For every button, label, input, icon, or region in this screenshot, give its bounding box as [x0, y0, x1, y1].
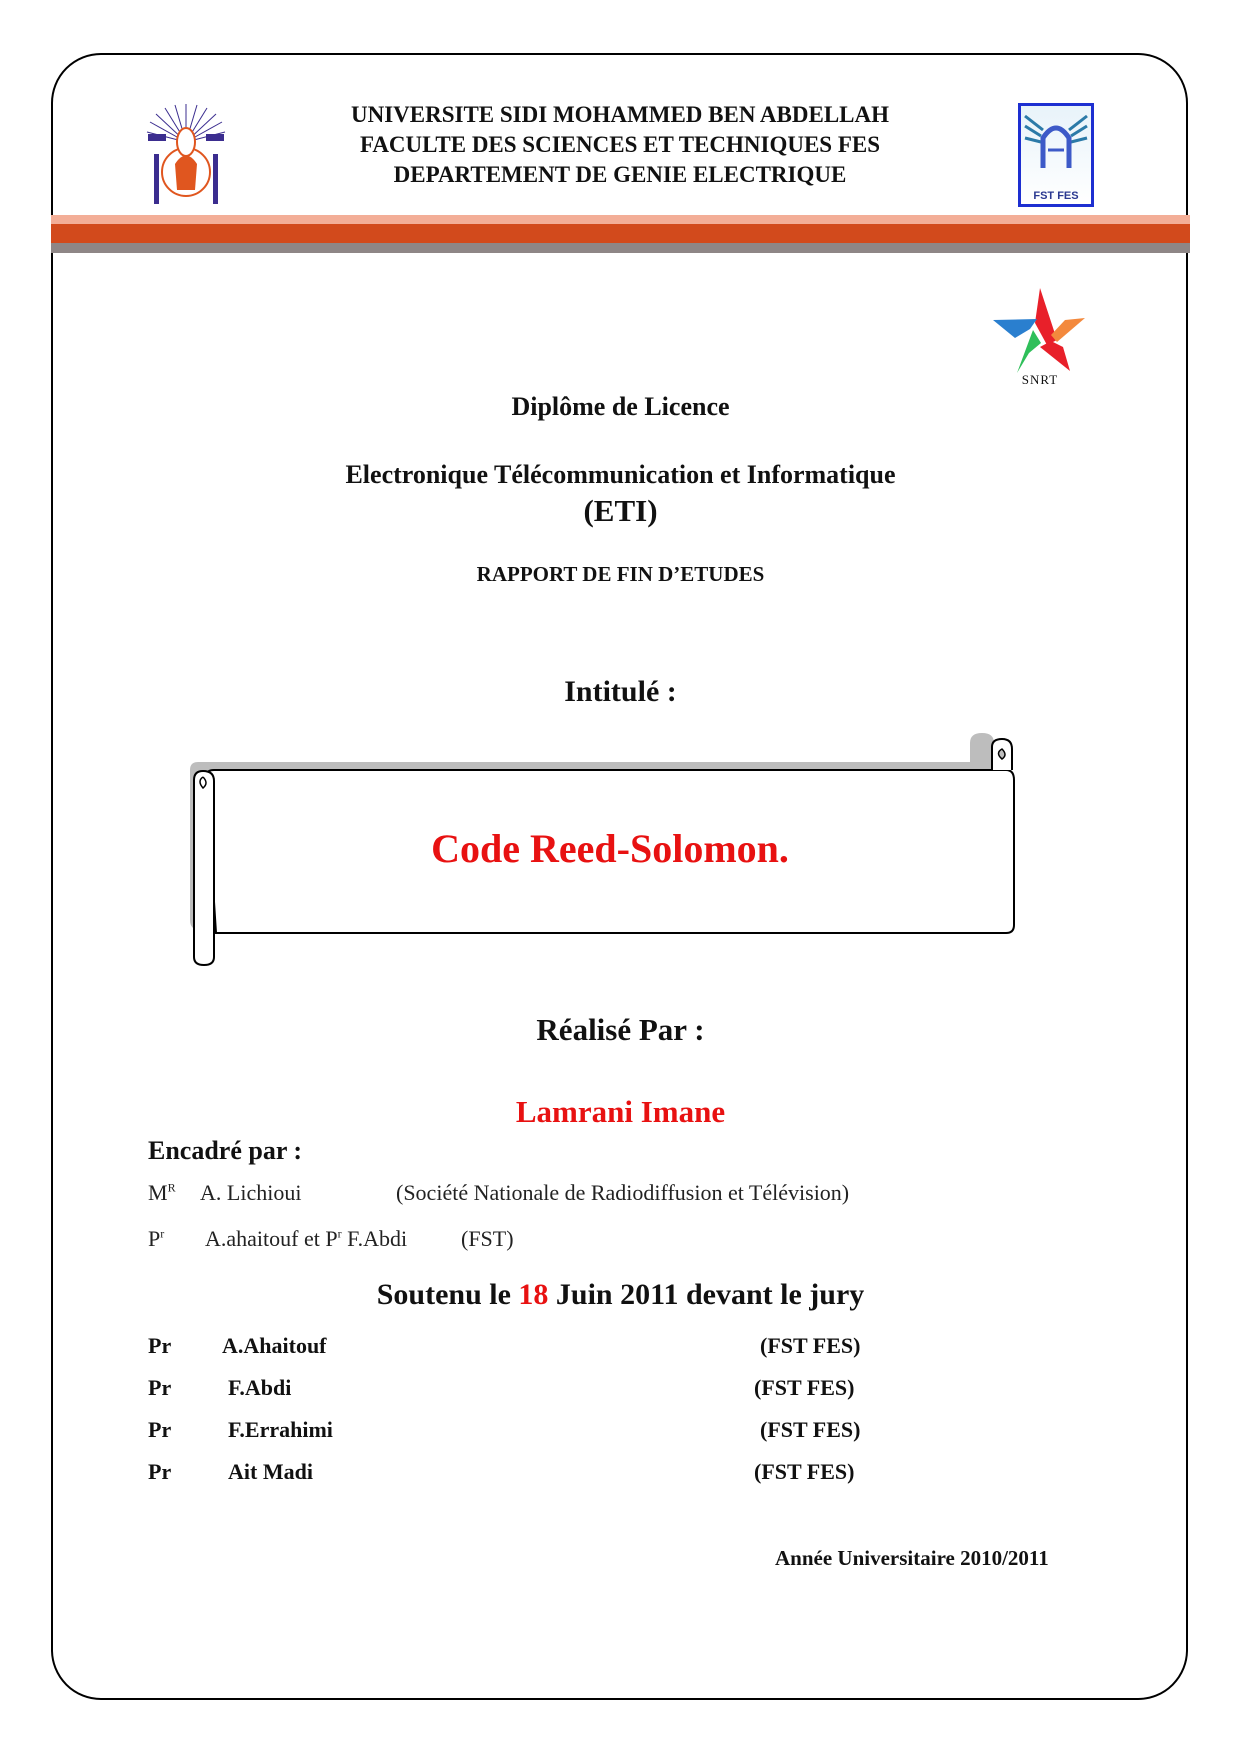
- jury-row: Pr A.Ahaitouf (FST FES): [148, 1333, 861, 1358]
- supervisor-name: A. Lichioui: [200, 1180, 302, 1205]
- program-name: [0, 457, 1241, 529]
- report-type: RAPPORT DE FIN D’ETUDES: [476, 562, 765, 586]
- program-full-name: Electronique Télécommunication et Informatique: [345, 460, 896, 489]
- author-name: Lamrani Imane: [515, 1094, 726, 1129]
- university-emblem-logo: [145, 102, 227, 208]
- snrt-label: SNRT: [1021, 372, 1059, 387]
- department-name: DEPARTEMENT DE GENIE ELECTRIQUE: [393, 162, 847, 187]
- supervisor-affiliation: (FST): [461, 1226, 514, 1251]
- supervisor-row: $P^r$: [148, 1226, 165, 1251]
- report-title: Code Reed-Solomon.: [431, 826, 789, 871]
- fst-fes-logo: [1018, 103, 1094, 207]
- degree-title: Diplôme de Licence: [511, 392, 730, 421]
- jury-row: Pr Ait Madi (FST FES): [148, 1459, 855, 1484]
- program-abbreviation: (ETI): [583, 493, 658, 528]
- jury-row: Pr F.Abdi (FST FES): [148, 1375, 855, 1400]
- academic-year: Année Universitaire 2010/2011: [775, 1546, 1049, 1570]
- supervisor-name: A.ahaitouf et $P^r$ F.Abdi: [205, 1226, 408, 1251]
- institution-header: [250, 100, 990, 190]
- header-band-orange: [51, 224, 1190, 243]
- fst-fes-label: FST FES: [1033, 190, 1079, 202]
- author-label: Réalisé Par :: [536, 1012, 705, 1047]
- header-band-light: [51, 215, 1190, 224]
- faculty-name: FACULTE DES SCIENCES ET TECHNIQUES FES: [359, 132, 881, 157]
- defense-day: 18: [518, 1278, 549, 1311]
- defense-statement: Soutenu le 18 Juin 2011 devant le jury: [376, 1278, 865, 1311]
- jury-row: Pr F.Errahimi (FST FES): [148, 1417, 861, 1442]
- supervisor-row: [148, 1180, 176, 1206]
- supervisors-label: Encadré par :: [148, 1136, 303, 1165]
- header-band-gray: [51, 243, 1190, 253]
- university-name: UNIVERSITE SIDI MOHAMMED BEN ABDELLAH: [350, 102, 890, 127]
- supervisor-affiliation: (Société Nationale de Radiodiffusion et Télévision): [396, 1180, 850, 1205]
- supervisor-prefix: $M^R$: [148, 1180, 176, 1205]
- subject-label: Intitulé :: [564, 675, 677, 708]
